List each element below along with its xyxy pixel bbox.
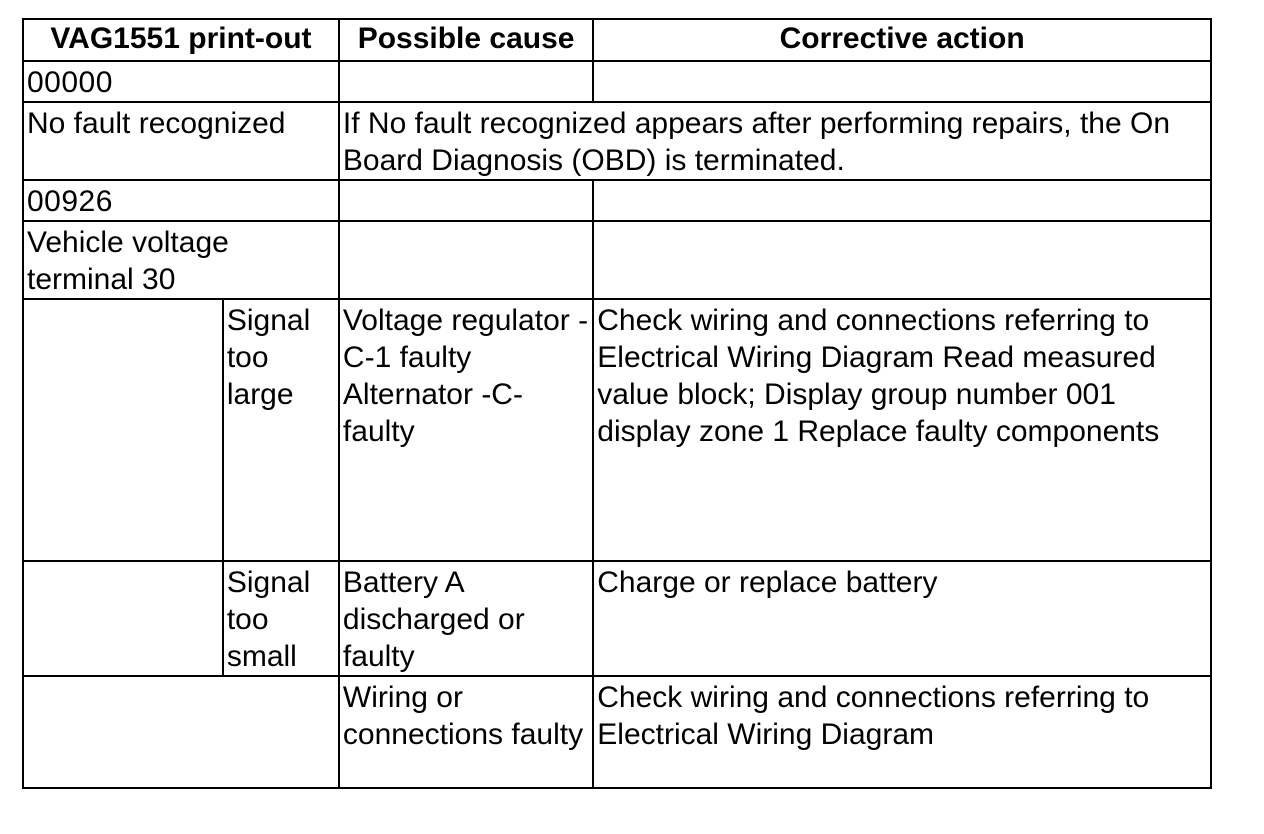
no-fault-note: If No fault recognized appears after performing repairs, the On Board Diagnosis (OBD) is terminated. [339,102,1211,180]
empty-cell [339,221,593,299]
signal-too-small: Signal too small [223,561,339,676]
action-too-large: Check wiring and connections referring to Electrical Wiring Diagram Read measured value block; Display group number 001 display zone 1 Replace faulty components [593,299,1211,561]
cause-too-large: Voltage regulator -C-1 faulty Alternator -C- faulty [339,299,593,561]
no-fault-label: No fault recognized [23,102,339,180]
header-printout: VAG1551 print-out [23,19,339,61]
empty-cell [593,180,1211,221]
signal-too-large: Signal too large [223,299,339,561]
header-corrective-action: Corrective action [593,19,1211,61]
empty-cell [23,561,223,676]
empty-cell [23,676,339,788]
table-row [23,676,1211,788]
empty-cell [593,61,1211,102]
empty-cell [593,221,1211,299]
empty-cell [339,61,593,102]
action-wiring: Check wiring and connections referring to Electrical Wiring Diagram [593,676,1211,788]
table-row [23,299,1211,561]
table-row [23,561,1211,676]
table-row [23,61,1211,102]
header-possible-cause: Possible cause [339,19,593,61]
fault-code-00926: 00926 [23,180,339,221]
table-row [23,102,1211,180]
empty-cell [339,180,593,221]
table-header-row [23,19,1211,61]
action-too-small: Charge or replace battery [593,561,1211,676]
fault-code-00000: 00000 [23,61,339,102]
empty-cell [23,299,223,561]
table-row [23,221,1211,299]
table-row [23,180,1211,221]
vehicle-voltage-label: Vehicle voltage terminal 30 [23,221,339,299]
cause-too-small: Battery A discharged or faulty [339,561,593,676]
cause-wiring: Wiring or connections faulty [339,676,593,788]
fault-code-table [22,18,1212,789]
